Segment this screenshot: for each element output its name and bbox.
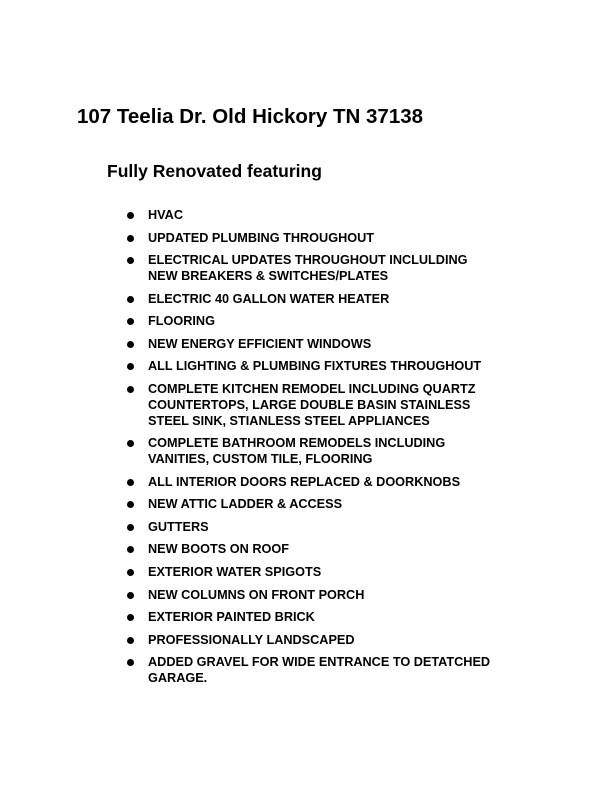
- feature-item-flooring: [0, 314, 612, 330]
- bullet-icon: [127, 296, 134, 303]
- feature-text: COMPLETE BATHROOM REMODELS INCLUDING VANITIES, CUSTOM TILE, FLOORING: [148, 436, 446, 466]
- bullet-icon: [127, 386, 134, 393]
- bullet-icon: [127, 659, 134, 666]
- feature-text: PROFESSIONALLY LANDSCAPED: [148, 632, 355, 647]
- bullet-icon: [127, 479, 134, 486]
- feature-item-fixtures: [0, 359, 612, 375]
- feature-item-bathroom: [0, 436, 612, 468]
- feature-text: ALL LIGHTING & PLUMBING FIXTURES THROUGHOUT: [148, 359, 482, 374]
- feature-text: EXTERIOR WATER SPIGOTS: [148, 564, 322, 579]
- feature-item-water-heater: [0, 292, 612, 308]
- feature-text: NEW ATTIC LADDER & ACCESS: [148, 497, 343, 512]
- feature-item-spigots: [0, 565, 612, 581]
- feature-text: EXTERIOR PAINTED BRICK: [148, 610, 315, 625]
- section-subtitle: Fully Renovated featuring: [107, 161, 322, 181]
- feature-text: HVAC: [148, 208, 184, 222]
- bullet-icon: [127, 318, 134, 325]
- feature-item-kitchen: [0, 382, 612, 429]
- feature-text: NEW BOOTS ON ROOF: [148, 542, 289, 557]
- feature-text: ALL INTERIOR DOORS REPLACED & DOORKNOBS: [148, 474, 461, 489]
- feature-item-brick: [0, 610, 612, 626]
- bullet-icon: [127, 637, 134, 644]
- feature-item-roof-boots: [0, 542, 612, 558]
- bullet-icon: [127, 614, 134, 621]
- bullet-icon: [127, 592, 134, 599]
- feature-text: FLOORING: [148, 314, 215, 329]
- feature-item-hvac: [0, 208, 612, 224]
- feature-item-plumbing: [0, 231, 612, 247]
- bullet-icon: [127, 569, 134, 576]
- feature-text: COMPLETE KITCHEN REMODEL INCLUDING QUARTZ COUNTERTOPS, LARGE DOUBLE BASIN STAINLESS STEEL SINK, STIANLESS STEEL APPLIANCES: [148, 381, 476, 428]
- feature-item-gravel: [0, 655, 612, 687]
- feature-item-electrical: [0, 253, 612, 285]
- feature-item-interior-doors: [0, 475, 612, 491]
- feature-text: ELECTRIC 40 GALLON WATER HEATER: [148, 291, 390, 306]
- bullet-icon: [127, 440, 134, 447]
- feature-text: ELECTRICAL UPDATES THROUGHOUT INCLULDING NEW BREAKERS & SWITCHES/PLATES: [148, 253, 468, 283]
- bullet-icon: [127, 212, 134, 219]
- bullet-icon: [127, 257, 134, 264]
- bullet-icon: [127, 501, 134, 508]
- feature-item-windows: [0, 337, 612, 353]
- bullet-icon: [127, 524, 134, 531]
- feature-text: UPDATED PLUMBING THROUGHOUT: [148, 230, 375, 245]
- bullet-icon: [127, 546, 134, 553]
- feature-item-attic: [0, 497, 612, 513]
- feature-item-gutters: [0, 520, 612, 536]
- feature-text: NEW COLUMNS ON FRONT PORCH: [148, 587, 365, 602]
- feature-text: GUTTERS: [148, 519, 209, 534]
- feature-text: NEW ENERGY EFFICIENT WINDOWS: [148, 336, 372, 351]
- feature-item-landscaping: [0, 633, 612, 649]
- page-title: 107 Teelia Dr. Old Hickory TN 37138: [77, 105, 424, 128]
- bullet-icon: [127, 341, 134, 348]
- feature-item-columns: [0, 588, 612, 604]
- feature-text: ADDED GRAVEL FOR WIDE ENTRANCE TO DETATCHED GARAGE.: [148, 655, 491, 686]
- bullet-icon: [127, 235, 134, 242]
- feature-list: [0, 208, 612, 694]
- bullet-icon: [127, 363, 134, 370]
